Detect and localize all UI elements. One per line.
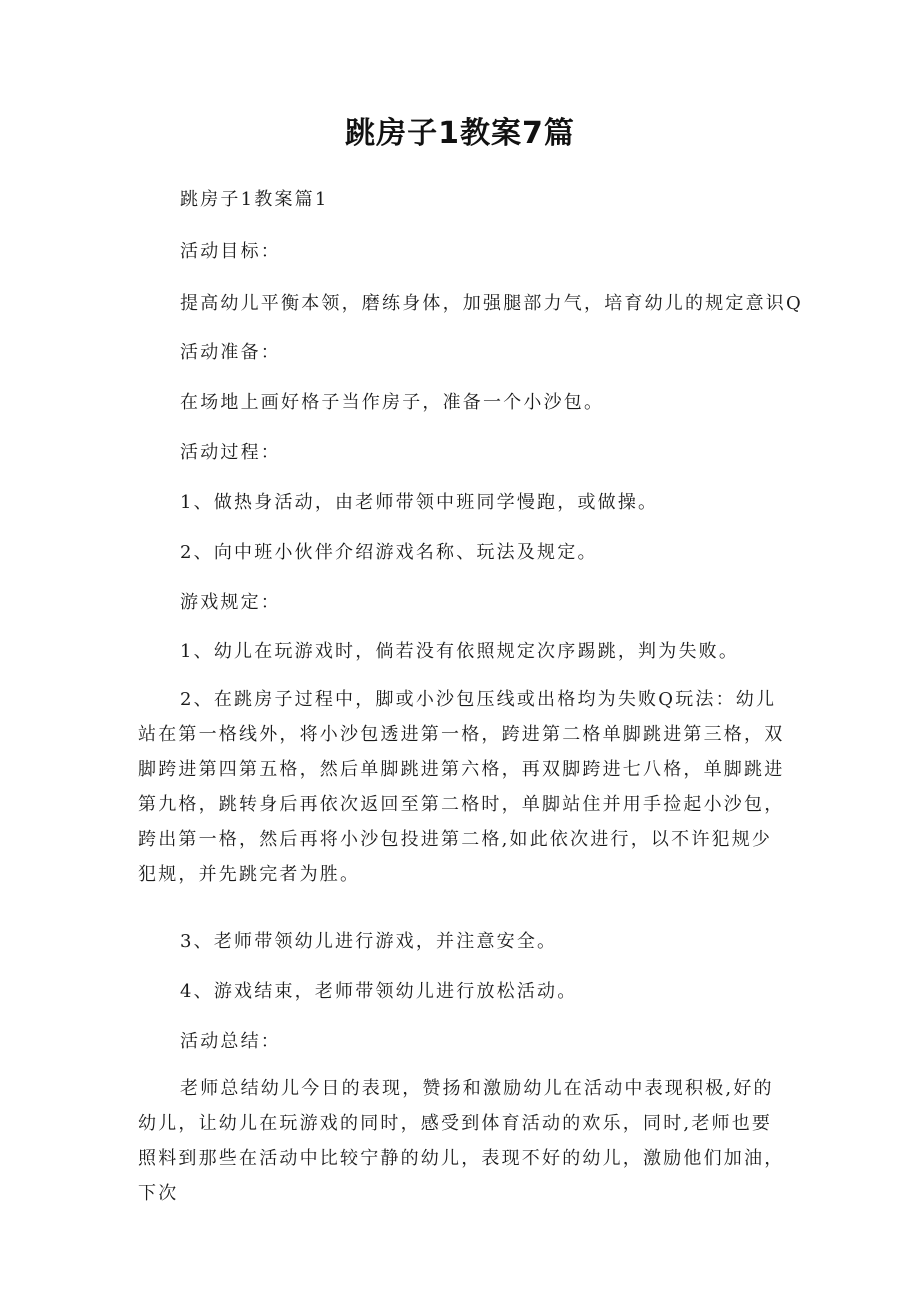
process-step-2: 2、向中班小伙伴介绍游戏名称、玩法及规定。 [180, 542, 598, 563]
prep-text: 在场地上画好格子当作房子，准备一个小沙包。 [180, 392, 605, 413]
goal-label: 活动目标： [180, 241, 281, 262]
rule-1: 1、幼儿在玩游戏时，倘若没有依照规定次序踢跳，判为失败。 [180, 641, 740, 662]
rule-4: 4、游戏结束，老师带领幼儿进行放松活动。 [180, 981, 578, 1002]
summary-paragraph: 老师总结幼儿今日的表现，赞扬和激励幼儿在活动中表现积极,好的幼儿，让幼儿在玩游戏的同时，感受到体育活动的欢乐，同时,老师也要照料到那些在活动中比较宁静的幼儿，表现不好的幼儿，激励他们加油，下次 [138, 1078, 785, 1204]
rule-2-paragraph: 2、在跳房子过程中，脚或小沙包压线或出格均为失败Q玩法：幼儿站在第一格线外，将小沙包透进第一格，跨进第二格单脚跳进第三格，双脚跨进第四第五格，然后单脚跳进第六格，再双脚跨进七八格，单脚跳进第九格，跳转身后再依次返回至第二格时，单脚站住并用手捡起小沙包，跨出第一格，然后再将小沙包投进第二格,如此依次进行，以不许犯规少犯规，并先跳完者为胜。 [138, 689, 785, 885]
summary-label: 活动总结： [180, 1031, 281, 1052]
process-step-1: 1、做热身活动，由老师带领中班同学慢跑，或做操。 [180, 492, 659, 513]
rules-label: 游戏规定： [180, 592, 281, 613]
document-title: 跳房子1教案7篇 [345, 116, 575, 151]
prep-label: 活动准备： [180, 342, 281, 363]
rule-3: 3、老师带领幼儿进行游戏，并注意安全。 [180, 931, 558, 952]
goal-text: 提高幼儿平衡本领，磨练身体，加强腿部力气，培育幼儿的规定意识Q [180, 293, 803, 314]
section-heading: 跳房子1教案篇1 [180, 189, 329, 210]
process-label: 活动过程： [180, 442, 281, 463]
